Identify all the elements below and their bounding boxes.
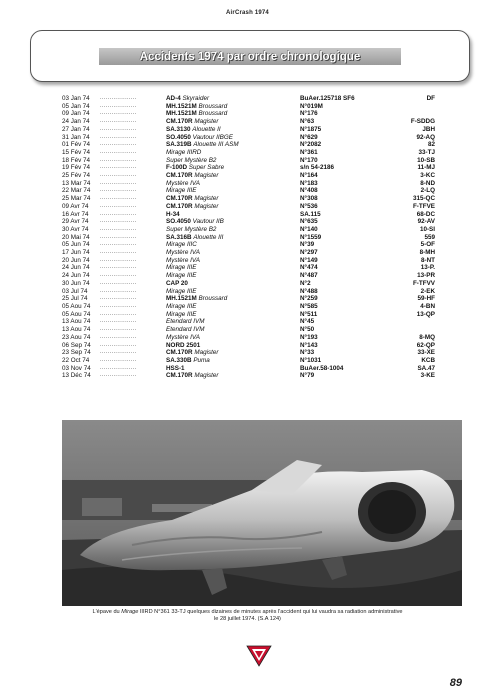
accident-row: [62, 318, 435, 326]
accident-date: 03 Jul 74: [62, 287, 88, 295]
serial-number: N°408: [300, 187, 318, 195]
accident-row: [62, 172, 435, 180]
accident-date: 13 Aou 74: [62, 326, 91, 334]
unit-code: DF: [426, 95, 435, 102]
accident-row: [62, 218, 435, 226]
serial-number: N°143: [300, 341, 318, 349]
aircraft-cell: [166, 334, 300, 342]
serial-number: N°361: [300, 148, 318, 156]
aircraft-name: Super Sabre: [188, 164, 225, 172]
serial-number: SA.115: [300, 210, 321, 218]
unit-code: 11-MJ: [417, 164, 435, 172]
accident-row: [62, 249, 435, 257]
serial-number: N°1559: [300, 233, 322, 241]
unit-code: 5-OF: [420, 241, 435, 249]
aircraft-cell: [166, 272, 300, 280]
accident-row: [62, 211, 435, 219]
aircraft-name: Etendard IVM: [166, 318, 205, 326]
serial-number: N°79: [300, 372, 315, 380]
aircraft-name: Mystère IVA: [166, 256, 200, 264]
dot-leader: ...................: [100, 256, 137, 263]
unit-code: 3-KE: [420, 372, 435, 380]
aircraft-name: Magister: [194, 349, 219, 357]
dot-leader: ...................: [100, 133, 137, 140]
aircraft-cell: [166, 141, 300, 149]
dot-leader: ...................: [100, 172, 137, 179]
accident-row: [62, 234, 435, 242]
unit-code: KCB: [421, 356, 435, 364]
unit-code: 3-KC: [420, 172, 435, 180]
dot-leader: ...................: [100, 249, 137, 256]
serial-number: N°1031: [300, 356, 322, 364]
aircraft-cell: [166, 110, 300, 118]
dot-leader: ...................: [100, 295, 137, 302]
serial-number: N°140: [300, 225, 318, 233]
accident-date: 15 Fév 74: [62, 148, 91, 156]
accident-row: [62, 342, 435, 350]
dot-leader: ...................: [100, 164, 137, 171]
accident-date: 19 Fév 74: [62, 164, 91, 172]
aircraft-type: F-100D: [166, 164, 187, 172]
aircraft-type: SO.4050: [166, 133, 191, 141]
accident-date: 31 Jan 74: [62, 133, 90, 141]
serial-number: N°2082: [300, 141, 322, 149]
serial-number: N°511: [300, 310, 318, 318]
serial-number: N°50: [300, 326, 315, 334]
dot-leader: ...................: [100, 272, 137, 279]
serial-number: N°297: [300, 249, 318, 257]
aircraft-name: Mystère IVA: [166, 249, 200, 257]
accident-row: [62, 349, 435, 357]
serial-number: N°019M: [300, 102, 323, 110]
dot-leader: ...................: [100, 279, 137, 286]
aircraft-name: Vautour IIBGE: [192, 133, 233, 141]
dot-leader: ...................: [100, 95, 137, 101]
aircraft-cell: [166, 241, 300, 249]
page-number: 89: [449, 677, 462, 689]
aircraft-name: Mystère IVA: [166, 333, 200, 341]
accident-row: [62, 164, 435, 172]
aircraft-cell: [166, 187, 300, 195]
dot-leader: ...................: [100, 156, 137, 163]
aircraft-name: Mirage IIIE: [166, 302, 197, 310]
dot-leader: ...................: [100, 187, 137, 194]
aircraft-cell: [166, 118, 300, 126]
aircraft-name: Broussard: [198, 102, 228, 110]
accident-row: [62, 326, 435, 334]
accident-date: 03 Jan 74: [62, 95, 90, 102]
accident-date: 22 Oct 74: [62, 356, 90, 364]
accident-date: 18 Fév 74: [62, 156, 91, 164]
accident-date: 24 Jan 74: [62, 118, 90, 126]
unit-code: F-SDDG: [410, 118, 435, 126]
accident-row: [62, 257, 435, 265]
aircraft-name: Puma: [193, 356, 210, 364]
aircraft-cell: [166, 303, 300, 311]
aircraft-cell: [166, 195, 300, 203]
title-banner: [99, 48, 401, 65]
accident-date: 29 Avr 74: [62, 218, 89, 226]
unit-code: 82: [427, 141, 435, 149]
unit-code: 10-SI: [419, 225, 435, 233]
aircraft-cell: [166, 280, 300, 288]
serial-number: N°635: [300, 218, 318, 226]
accident-row: [62, 264, 435, 272]
unit-code: 13-P.: [420, 264, 435, 272]
accident-date: 20 Mai 74: [62, 233, 90, 241]
dot-leader: ...................: [100, 233, 137, 240]
aircraft-type: HSS-1: [166, 364, 185, 372]
aircraft-cell: [166, 126, 300, 134]
accident-row: [62, 311, 435, 319]
aircraft-cell: [166, 234, 300, 242]
aircraft-cell: [166, 103, 300, 111]
unit-code: F-TFVE: [412, 202, 435, 210]
serial-number: N°170: [300, 156, 318, 164]
aircraft-name: Mirage IIIE: [166, 187, 197, 195]
dot-leader: ...................: [100, 310, 137, 317]
dot-leader: ...................: [100, 218, 137, 225]
dot-leader: ...................: [100, 102, 137, 109]
unit-code: [403, 326, 435, 334]
accident-date: 25 Jul 74: [62, 295, 88, 303]
dot-leader: ...................: [100, 241, 137, 248]
serial-number: N°585: [300, 302, 318, 310]
aircraft-cell: [166, 172, 300, 180]
aircraft-name: Magister: [194, 372, 219, 380]
accident-date: 30 Jun 74: [62, 279, 90, 287]
serial-number: N°629: [300, 133, 318, 141]
serial-number: N°183: [300, 179, 318, 187]
aircraft-name: Mirage IIIE: [166, 287, 197, 295]
unit-code: 13-QP: [416, 310, 435, 318]
unit-code: 4-BN: [420, 302, 435, 310]
accidents-table: [62, 95, 435, 380]
photo-caption: [60, 609, 435, 623]
accidents-table-body: [62, 95, 435, 380]
aircraft-cell: [166, 180, 300, 188]
accident-row: [62, 288, 435, 296]
unit-code: 92-AV: [417, 218, 435, 226]
aircraft-type: CAP 20: [166, 279, 188, 287]
accident-row: [62, 295, 435, 303]
accident-row: [62, 334, 435, 342]
accident-row: [62, 103, 435, 111]
aircraft-name: Super Mystère B2: [166, 225, 217, 233]
accident-date: 09 Avr 74: [62, 202, 89, 210]
dot-leader: ...................: [100, 264, 137, 271]
accident-row: [62, 118, 435, 126]
aircraft-type: SA.316B: [166, 233, 192, 241]
accident-row: [62, 126, 435, 134]
aircraft-type: SO.4050: [166, 218, 191, 226]
dot-leader: ...................: [100, 372, 137, 379]
dot-leader: ...................: [100, 326, 137, 333]
aircraft-cell: [166, 134, 300, 142]
serial-number: N°488: [300, 287, 318, 295]
serial-number: N°63: [300, 118, 315, 126]
caption-line2: le 28 juillet 1974. (S.A 124): [214, 616, 281, 622]
aircraft-type: MH.1521M: [166, 102, 197, 110]
serial-number: N°176: [300, 110, 318, 118]
serial-number: N°45: [300, 318, 315, 326]
unit-code: F-TFVV: [412, 279, 435, 287]
unit-code: 315-QC: [412, 195, 435, 203]
aircraft-type: SA.319B: [166, 141, 192, 149]
unit-code: 92-AQ: [416, 133, 435, 141]
aircraft-cell: [166, 264, 300, 272]
aircraft-type: H-34: [166, 210, 180, 218]
serial-number: N°487: [300, 272, 318, 280]
accident-date: 27 Jan 74: [62, 125, 90, 133]
aircraft-cell: [166, 257, 300, 265]
serial-number: N°33: [300, 349, 315, 357]
unit-code: 59-HF: [417, 295, 435, 303]
page-title: Accidents 1974 par ordre chronologique: [139, 50, 361, 63]
unit-code: 33-TJ: [418, 148, 435, 156]
accident-row: [62, 141, 435, 149]
serial-number: N°308: [300, 195, 318, 203]
unit-code: 8-ND: [420, 179, 435, 187]
accident-row: [62, 280, 435, 288]
dot-leader: ...................: [100, 118, 137, 125]
aircraft-name: Mirage IIIRD: [166, 148, 202, 156]
accident-date: 24 Jun 74: [62, 272, 90, 280]
unit-code: 559: [424, 233, 435, 241]
aircraft-type: CM.170R: [166, 118, 193, 126]
aircraft-type: NORD 2501: [166, 341, 201, 349]
aircraft-name: Super Mystère B2: [166, 156, 217, 164]
aircraft-cell: [166, 164, 300, 172]
dot-leader: ...................: [100, 364, 137, 371]
aircraft-name: Alouette III: [193, 233, 224, 241]
aircraft-name: Mirage IIIE: [166, 264, 197, 272]
accident-date: 05 Aou 74: [62, 310, 91, 318]
accident-row: [62, 180, 435, 188]
aircraft-cell: [166, 211, 300, 219]
unit-code: 62-QP: [416, 341, 435, 349]
dot-leader: ...................: [100, 341, 137, 348]
serial-number: N°39: [300, 241, 315, 249]
accident-date: 25 Mar 74: [62, 195, 91, 203]
aircraft-cell: [166, 149, 300, 157]
aircraft-cell: [166, 218, 300, 226]
accident-row: [62, 226, 435, 234]
aircraft-cell: [166, 318, 300, 326]
dot-leader: ...................: [100, 356, 137, 363]
unit-code: [403, 103, 435, 111]
dot-leader: ...................: [100, 287, 137, 294]
aircraft-name: Magister: [194, 172, 219, 180]
accident-row: [62, 241, 435, 249]
accident-date: 13 Mar 74: [62, 179, 91, 187]
unit-code: 8-MQ: [419, 333, 435, 341]
accident-date: 05 Aou 74: [62, 302, 91, 310]
aircraft-name: Magister: [194, 195, 219, 203]
accident-date: 23 Aou 74: [62, 333, 91, 341]
aircraft-cell: [166, 295, 300, 303]
aircraft-name: Magister: [194, 118, 219, 126]
aircraft-type: MH.1521M: [166, 295, 197, 303]
aircraft-cell: [166, 342, 300, 350]
accident-date: 01 Fév 74: [62, 141, 91, 149]
accident-date: 24 Jun 74: [62, 264, 90, 272]
accident-row: [62, 203, 435, 211]
unit-code: 13-PR: [417, 272, 435, 280]
accident-row: [62, 357, 435, 365]
aircraft-type: CM.170R: [166, 172, 193, 180]
accident-row: [62, 365, 435, 373]
aircraft-name: Magister: [194, 202, 219, 210]
accident-row: [62, 110, 435, 118]
aircraft-cell: [166, 357, 300, 365]
unit-code: [403, 318, 435, 326]
unit-code: 8-MH: [419, 249, 435, 257]
caption-line1: IIIRD N°361 33-TJ quelques dizaines de minutes après l'accident qui lui vaudra sa radiation administrative: [138, 609, 403, 615]
dot-leader: ...................: [100, 141, 137, 148]
accident-date: 13 Déc 74: [62, 372, 91, 380]
serial-number: N°259: [300, 295, 318, 303]
serial-number: N°149: [300, 256, 318, 264]
title-panel: [30, 30, 470, 82]
dot-leader: ...................: [100, 202, 137, 209]
aircraft-type: SA.330B: [166, 356, 192, 364]
aircraft-name: Broussard: [198, 295, 228, 303]
aircraft-cell: [166, 288, 300, 296]
unit-code: 8-NT: [421, 256, 435, 264]
accident-date: 17 Jun 74: [62, 249, 90, 257]
aircraft-name: Mirage IIIC: [166, 241, 197, 249]
accident-date: 06 Sep 74: [62, 341, 91, 349]
unit-code: 68-DC: [416, 210, 435, 218]
serial-number: N°193: [300, 333, 318, 341]
aircraft-name: Alouette II: [192, 125, 221, 133]
unit-code: 10-SB: [417, 156, 435, 164]
wreck-photo: [62, 420, 462, 606]
serial-number: N°2: [300, 279, 311, 287]
unit-code: JBH: [422, 125, 435, 133]
accident-row: [62, 157, 435, 165]
accident-row: [62, 372, 435, 380]
dot-leader: ...................: [100, 349, 137, 356]
serial-number: N°536: [300, 202, 318, 210]
caption-prefix: L'épave du: [92, 609, 122, 615]
accident-date: 25 Fév 74: [62, 172, 91, 180]
accident-row: [62, 95, 435, 103]
aircraft-name: Skyraider: [182, 95, 210, 102]
dot-leader: ...................: [100, 195, 137, 202]
unit-code: 33-XE: [417, 349, 435, 357]
accident-date: 03 Nov 74: [62, 364, 91, 372]
serial-number: N°1875: [300, 125, 322, 133]
accident-date: 05 Jan 74: [62, 102, 90, 110]
aircraft-cell: [166, 226, 300, 234]
accident-row: [62, 149, 435, 157]
unit-code: SA.47: [417, 364, 435, 372]
aircraft-type: CM.170R: [166, 195, 193, 203]
accident-date: 22 Mar 74: [62, 187, 91, 195]
aircraft-type: MH.1521M: [166, 110, 197, 118]
serial-number: N°474: [300, 264, 318, 272]
unit-code: 2-LQ: [420, 187, 435, 195]
accident-date: 09 Jan 74: [62, 110, 90, 118]
publisher-logo: [246, 645, 272, 667]
accident-date: 13 Aou 74: [62, 318, 91, 326]
accident-row: [62, 134, 435, 142]
aircraft-cell: [166, 365, 300, 373]
aircraft-cell: [166, 157, 300, 165]
unit-code: [403, 110, 435, 118]
aircraft-cell: [166, 349, 300, 357]
aircraft-type: SA.3130: [166, 125, 191, 133]
aircraft-name: Mirage IIIE: [166, 310, 197, 318]
serial-number: BuAer.125718 SF6: [300, 95, 355, 102]
accident-row: [62, 195, 435, 203]
accident-date: 23 Sep 74: [62, 349, 91, 357]
accident-date: 30 Avr 74: [62, 225, 89, 233]
aircraft-cell: [166, 203, 300, 211]
aircraft-name: Broussard: [198, 110, 228, 118]
aircraft-name: Mirage IIIE: [166, 272, 197, 280]
accident-row: [62, 303, 435, 311]
running-header: AirCrash 1974: [226, 10, 269, 16]
accident-row: [62, 187, 435, 195]
aircraft-type: CM.170R: [166, 349, 193, 357]
aircraft-cell: [166, 311, 300, 319]
dot-leader: ...................: [100, 225, 137, 232]
dot-leader: ...................: [100, 302, 137, 309]
accident-date: 16 Avr 74: [62, 210, 89, 218]
aircraft-cell: [166, 249, 300, 257]
serial-number: s/n 54-2186: [300, 164, 334, 172]
aircraft-name: Vautour IIB: [192, 218, 224, 226]
dot-leader: ...................: [100, 148, 137, 155]
accident-date: 20 Jun 74: [62, 256, 90, 264]
aircraft-name: Etendard IVM: [166, 326, 205, 334]
serial-number: N°164: [300, 172, 318, 180]
caption-aircraft: Mirage: [121, 609, 139, 615]
dot-leader: ...................: [100, 333, 137, 340]
aircraft-cell: [166, 326, 300, 334]
accident-row: [62, 272, 435, 280]
aircraft-cell: [166, 95, 300, 103]
serial-number: BuAer.58-1004: [300, 364, 344, 372]
dot-leader: ...................: [100, 179, 137, 186]
dot-leader: ...................: [100, 318, 137, 325]
aircraft-type: AD-4: [166, 95, 181, 102]
aircraft-cell: [166, 372, 300, 380]
dot-leader: ...................: [100, 210, 137, 217]
aircraft-type: CM.170R: [166, 202, 193, 210]
unit-code: 2-EK: [420, 287, 435, 295]
dot-leader: ...................: [100, 110, 137, 117]
dot-leader: ...................: [100, 125, 137, 132]
aircraft-name: Alouette III ASM: [193, 141, 239, 149]
accident-date: 05 Jun 74: [62, 241, 90, 249]
aircraft-name: Mystère IVA: [166, 179, 200, 187]
aircraft-type: CM.170R: [166, 372, 193, 380]
